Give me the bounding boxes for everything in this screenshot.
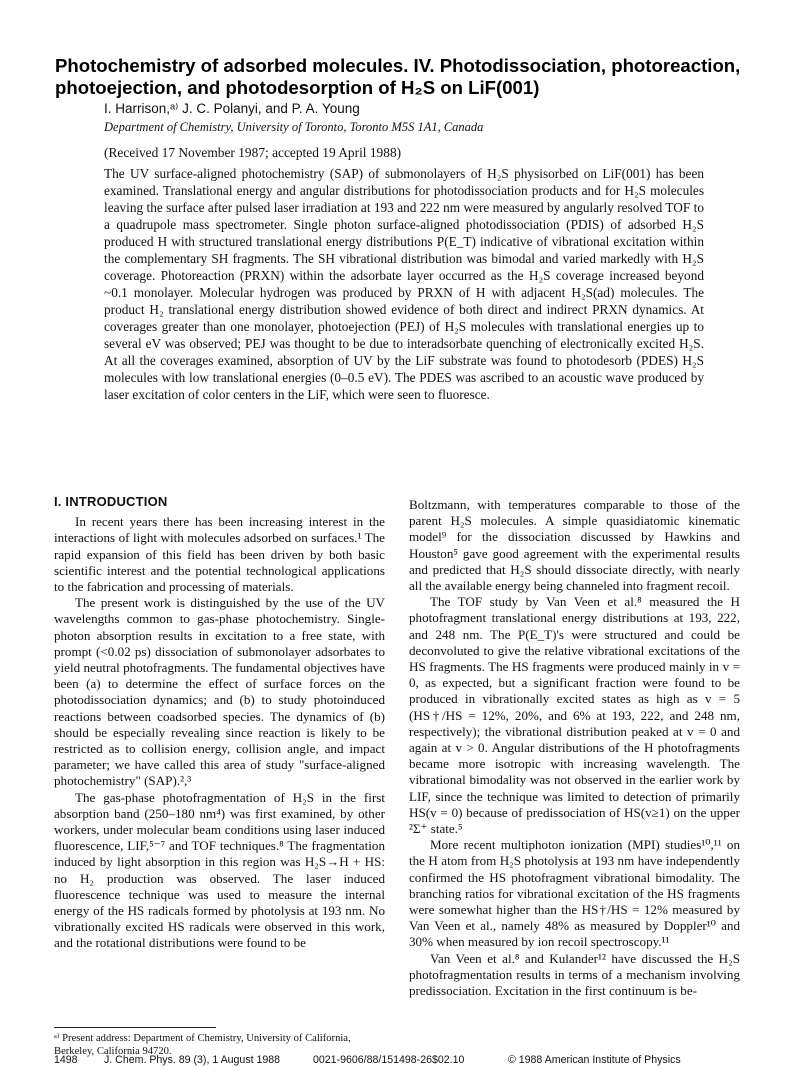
paragraph: More recent multiphoton ionization (MPI) studies¹⁰,¹¹ on the H atom from H₂S photolysis at 193 nm have independently confirmed the HS photofragment vibrational bimodality. The branching ratios for vibrational excitation of the HS fragments were somewhat higher than the HS†/HS = 12% measured by Van Veen et al., namely 48% as measured by Doppler¹⁰ and 30% when measured by ion recoil spectroscopy.¹¹ [409, 837, 740, 950]
affiliation: Department of Chemistry, University of Toronto, Toronto M5S 1A1, Canada [104, 120, 484, 134]
paragraph: The gas-phase photofragmentation of H₂S in the first absorption band (250–180 nm⁴) was first examined, by other workers, under molecular beam conditions using laser induced fluorescence, LIF,⁵⁻⁷ and TOF techniques.⁸ The fragmentation induced by light absorption in this region was H₂S→H + HS: no H₂ production was observed. The laser induced fluorescence technique was used to measure the internal energy of the HS radicals formed by photolysis at 193 nm. No vibrationally excited HS radicals were observed in this work, and the rotational distributions were found to be [54, 789, 385, 951]
paragraph: The present work is distinguished by the use of the UV wavelengths common to gas-phase photochemistry. Single-photon absorption results in excitation to a free state, with prompt (<0.02 ps) dissociation of submonolayer adsorbates to yield neutral photofragments. The fundamental objectives have been (a) to determine the effect of surface forces on the photodissociation dynamics; and (b) to study photoinduced reactions between coadsorbed species. The dynamics of (b) should be especially revealing since reaction is likely to be restricted as to collision energy, collision angle, and impact parameter; we have called this area of study "surface-aligned photochemistry" (SAP).²,³ [54, 595, 385, 789]
paragraph: The TOF study by Van Veen et al.⁸ measured the H photofragment translational energy distributions at 193, 222, and 248 nm. The P(E_T)'s were structured and could be deconvoluted to give the relative vibrational excitations of the HS fragments. The HS fragments were produced mainly in v = 0, as expected, but a significant fraction were found to be produced in vibrationally excited states as high as v = 5 (HS†/HS = 12%, 20%, and 6% at 193, 222, and 248 nm, respectively); the vibrational distribution peaked at v = 0 and again at v > 0. Angular distributions of the H photofragments became more isotropic with increasing wavelength. The vibrational bimodality was not observed in the earlier work by LIF, since the technique was limited to detection of primarily HS(v = 0) because of predissociation of HS(v≥1) on the upper ²Σ⁺ state.⁵ [409, 594, 740, 837]
journal-citation: J. Chem. Phys. 89 (3), 1 August 1988 [104, 1054, 281, 1066]
right-column [409, 497, 740, 999]
footnote: ᵃ⁾ Present address: Department of Chemistry, University of California, Berkeley, California 94720. [54, 1033, 351, 1057]
copyright: © 1988 American Institute of Physics [508, 1054, 681, 1066]
author-list: I. Harrison,ᵃ⁾ J. C. Polanyi, and P. A. Young [104, 101, 360, 116]
footnote-rule [54, 1027, 216, 1028]
paragraph: Boltzmann, with temperatures comparable to those of the parent H₂S molecules. A simple quasidiatomic kinematic model⁹ for the dissociation discussed by Hawkins and Houston⁵ gave good agreement with the experimental results and predicted that H₂S should dissociate directly, with nearly all the available energy being channeled into fragment recoil. [409, 497, 740, 594]
abstract: The UV surface-aligned photochemistry (SAP) of submonolayers of H₂S physisorbed on LiF(001) has been examined. Translational energy and angular distributions for photodissociation products and for H₂S molecules leaving the surface after pulsed laser irradiation at 193 and 222 nm were measured by angularly resolved TOF to a quadrupole mass spectrometer. Single photon surface-aligned photodissociation (PDIS) of adsorbed H₂S produced H with structured translational energy distributions P(E_T) indicative of vibrational excitation within the complementary SH fragments. The SH vibrational distribution was bimodal and varied markedly with H₂S coverage. Photoreaction (PRXN) within the adsorbate layer occurred as the H₂S coverage increased beyond ~0.1 monolayer. Molecular hydrogen was produced by PRXN of H with adjacent H₂S(ad) molecules. The product H₂ translational energy distribution showed evidence of both direct and indirect PRXN dynamics. At coverages greater than one monolayer, photoejection (PEJ) of H₂S molecules with translational energies up to several eV was observed; PEJ was thought to be due to interadsorbate quenching of electronically excited H₂S. At all the coverages examined, absorption of UV by the LiF substrate was found to photodesorb (PDES) H₂S molecules with low translational energies (0–0.5 eV). The PDES was ascribed to an acoustic wave produced by laser excitation of color centers in the LiF, which were seen to fluoresce. [104, 166, 704, 402]
article-code: 0021-9606/88/151498-26$02.10 [313, 1054, 465, 1066]
paper-title: Photochemistry of adsorbed molecules. IV. Photodissociation, photoreaction, photoejection, and photodesorption of H₂S on LiF(001) [55, 55, 741, 98]
left-column [54, 494, 385, 952]
page-number: 1498 [54, 1054, 78, 1066]
section-heading: I. INTRODUCTION [54, 494, 168, 509]
paragraph: Van Veen et al.⁸ and Kulander¹² have discussed the H₂S photofragmentation results in terms of a mechanism involving predissociation. Excitation in the first continuum is be- [409, 950, 740, 999]
received-date: (Received 17 November 1987; accepted 19 April 1988) [104, 145, 402, 160]
paragraph: In recent years there has been increasing interest in the interactions of light with molecules adsorbed on surfaces.¹ The rapid expansion of this field has been driven by both basic scientific interest and the potential technological applications to the fabrication and processing of materials. [54, 514, 385, 595]
